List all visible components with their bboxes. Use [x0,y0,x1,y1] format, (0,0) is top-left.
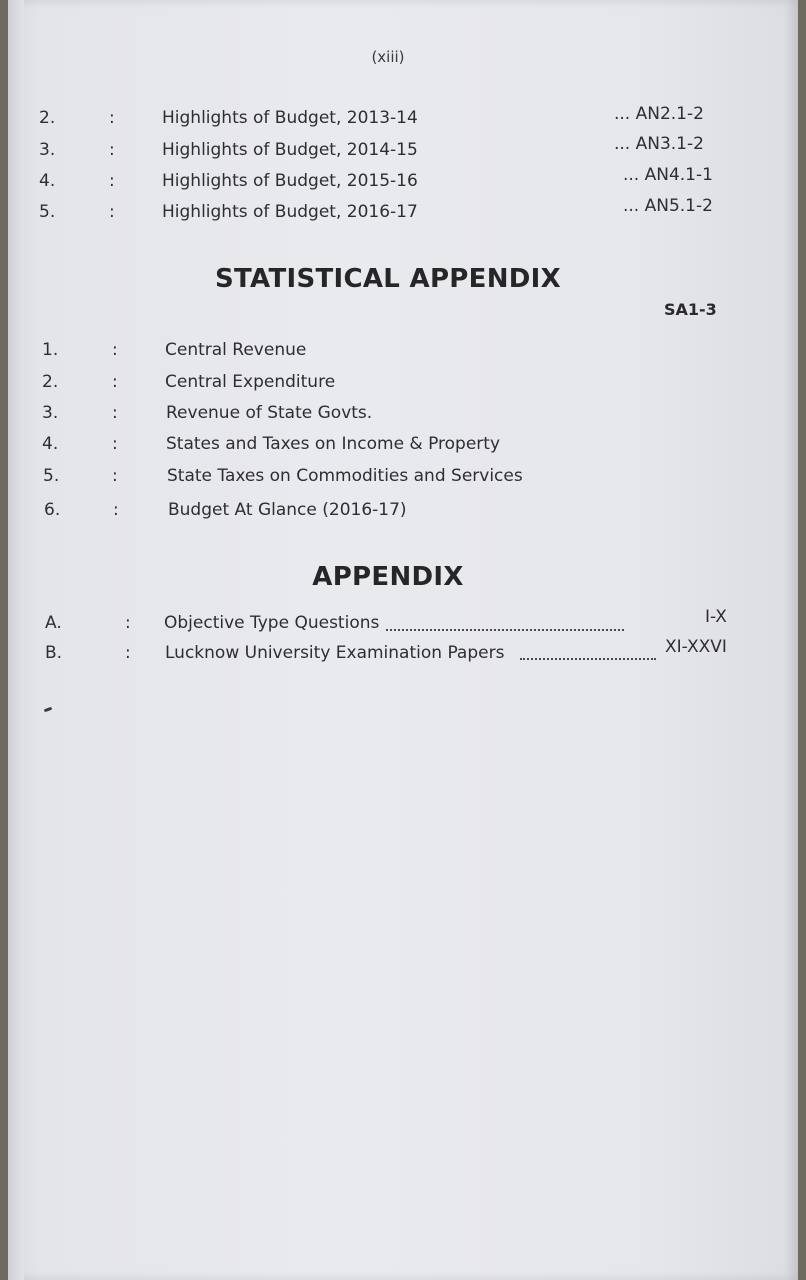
toc-title: States and Taxes on Income & Property [166,434,501,454]
toc-row [8,466,798,490]
toc-number: B. [45,643,63,663]
toc-title: Budget At Glance (2016-17) [168,500,407,520]
toc-colon: : [125,643,131,663]
toc-page-ref: ... AN4.1-1 [623,165,713,185]
toc-colon: : [112,434,118,454]
toc-number: 5. [43,466,60,486]
toc-colon: : [109,108,115,128]
toc-page-ref: I-X [705,607,727,627]
toc-title: Highlights of Budget, 2015-16 [162,171,418,191]
section-heading-appendix: APPENDIX [312,562,464,592]
toc-number: A. [45,613,62,633]
toc-row [8,500,798,524]
toc-colon: : [112,340,118,360]
toc-number: 1. [42,340,59,360]
toc-page-ref: ... AN5.1-2 [623,196,713,216]
toc-colon: : [109,202,115,222]
toc-number: 5. [39,202,56,222]
book-page [8,0,798,1280]
toc-row [8,134,798,164]
toc-colon: : [113,500,119,520]
toc-page-ref: ... AN3.1-2 [614,134,704,154]
toc-colon: : [125,613,131,633]
page-number: (xiii) [371,48,405,66]
toc-number: 2. [39,108,56,128]
toc-title: Central Revenue [165,340,307,360]
toc-page-ref: XI-XXVI [665,637,727,657]
toc-row [8,165,798,195]
dot-leader [520,658,656,660]
toc-title: Highlights of Budget, 2016-17 [162,202,418,222]
toc-title: Revenue of State Govts. [166,403,373,423]
section-heading-statistical-appendix: STATISTICAL APPENDIX [215,264,561,294]
toc-number: 4. [42,434,59,454]
toc-number: 3. [39,140,56,160]
toc-row [8,340,798,364]
toc-colon: : [112,372,118,392]
toc-number: 2. [42,372,59,392]
toc-title: State Taxes on Commodities and Services [167,466,523,486]
toc-title: Lucknow University Examination Papers [165,643,505,663]
toc-row [8,637,798,667]
section-page-ref: SA1-3 [664,300,717,319]
toc-row [8,607,798,637]
toc-colon: : [112,403,118,423]
toc-colon: : [109,140,115,160]
toc-number: 4. [39,171,56,191]
toc-page-ref: ... AN2.1-2 [614,104,704,124]
toc-row [8,196,798,226]
toc-colon: : [112,466,118,486]
ink-mark [44,707,53,713]
toc-colon: : [109,171,115,191]
toc-number: 3. [42,403,59,423]
toc-title: Highlights of Budget, 2014-15 [162,140,418,160]
toc-row [8,372,798,396]
dot-leader [386,629,624,631]
toc-title: Highlights of Budget, 2013-14 [162,108,418,128]
toc-title: Central Expenditure [165,372,336,392]
toc-title: Objective Type Questions [164,613,380,633]
toc-number: 6. [44,500,61,520]
toc-row [8,403,798,427]
toc-row [8,104,798,132]
toc-row [8,434,798,458]
